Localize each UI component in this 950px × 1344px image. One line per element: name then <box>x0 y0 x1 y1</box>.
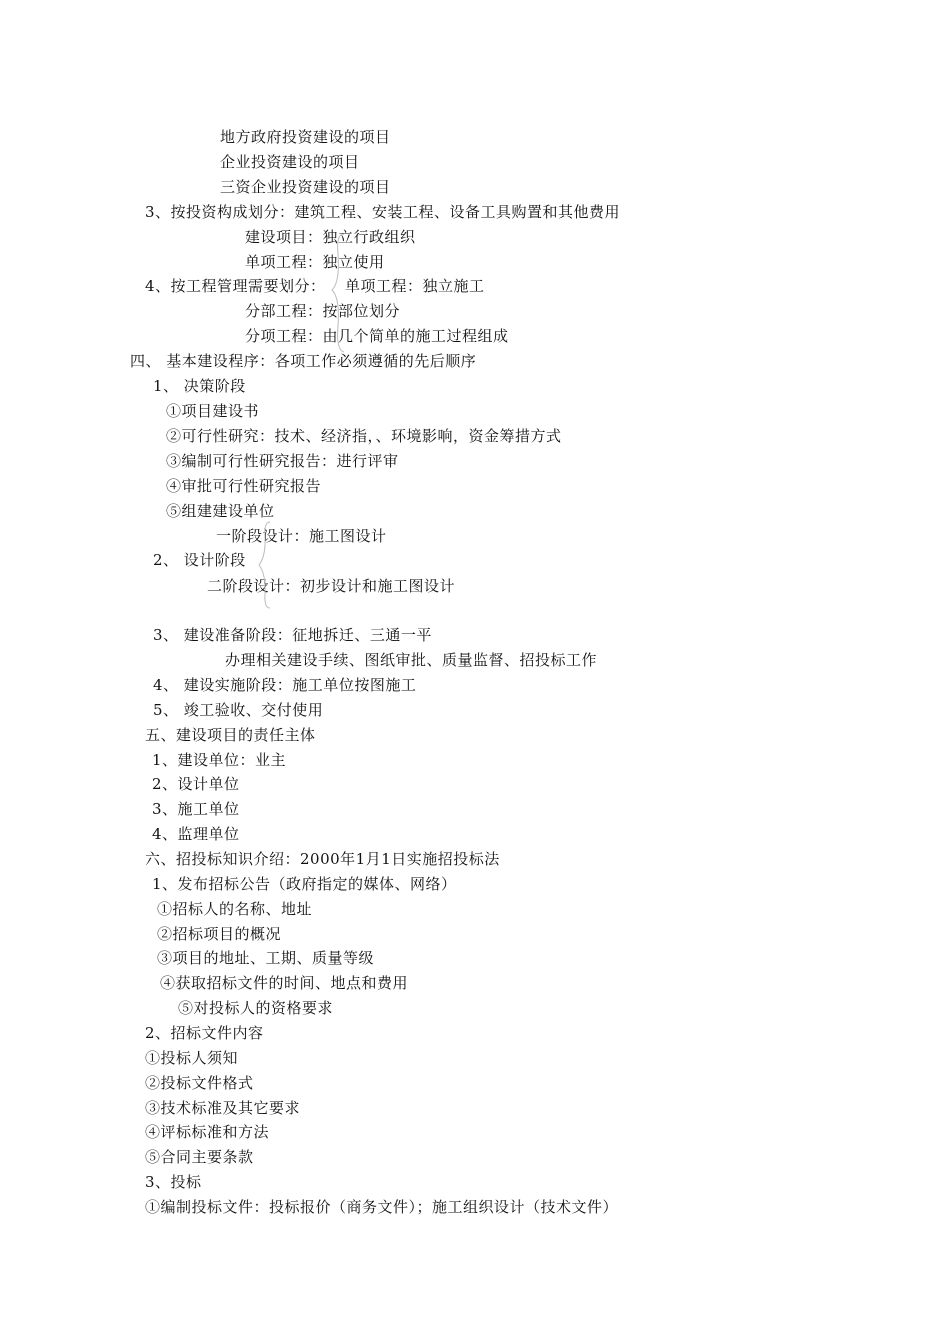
text-line: 3、按投资构成划分：建筑工程、安装工程、设备工具购置和其他费用 <box>145 203 621 221</box>
text-line: 1、发布招标公告（政府指定的媒体、网络） <box>152 875 457 893</box>
text-line: ⑤对投标人的资格要求 <box>178 999 334 1017</box>
text-line: ④审批可行性研究报告 <box>166 477 322 495</box>
text-line: 单项工程：独立使用 <box>245 253 385 271</box>
text-line: 建设项目：独立行政组织 <box>245 228 416 246</box>
text-line: ④评标标准和方法 <box>145 1123 270 1141</box>
text-line: ②投标文件格式 <box>145 1074 254 1092</box>
text-line: 单项工程：独立施工 <box>345 277 485 295</box>
text-line: 办理相关建设手续、图纸审批、质量监督、招投标工作 <box>225 651 598 669</box>
text-line: 2、 设计阶段 <box>153 551 246 569</box>
text-line: 4、 建设实施阶段：施工单位按图施工 <box>153 676 417 694</box>
text-line: 3、 建设准备阶段：征地拆迁、三通一平 <box>153 626 432 644</box>
text-line: 4、监理单位 <box>152 825 240 843</box>
text-line: ④获取招标文件的时间、地点和费用 <box>160 974 409 992</box>
text-line: 二阶段设计：初步设计和施工图设计 <box>207 577 456 595</box>
brace-icon <box>256 520 276 610</box>
text-line: 2、招标文件内容 <box>145 1024 264 1042</box>
text-line: 3、投标 <box>145 1173 202 1191</box>
text-line: ①编制投标文件：投标报价（商务文件）；施工组织设计（技术文件） <box>145 1198 619 1216</box>
text-line: 2、设计单位 <box>152 775 240 793</box>
text-line: 5、 竣工验收、交付使用 <box>153 701 324 719</box>
text-line: ⑤组建建设单位 <box>166 502 275 520</box>
brace-icon <box>328 232 352 354</box>
text-line: ①投标人须知 <box>145 1049 239 1067</box>
text-line: 分部工程：按部位划分 <box>245 302 401 320</box>
text-line: 三资企业投资建设的项目 <box>220 178 391 196</box>
text-line: 3、施工单位 <box>152 800 240 818</box>
text-line: ③技术标准及其它要求 <box>145 1099 301 1117</box>
text-line: 一阶段设计：施工图设计 <box>216 527 387 545</box>
text-line: 五、建设项目的责任主体 <box>145 726 316 744</box>
text-line: ①项目建设书 <box>166 402 260 420</box>
text-line: ③编制可行性研究报告：进行评审 <box>166 452 399 470</box>
text-line: 1、建设单位：业主 <box>152 751 287 769</box>
text-line: 地方政府投资建设的项目 <box>220 128 391 146</box>
text-line: ②招标项目的概况 <box>157 925 282 943</box>
text-line: 四、 基本建设程序：各项工作必须遵循的先后顺序 <box>130 352 477 370</box>
text-line: 4、按工程管理需要划分： <box>145 277 326 295</box>
text-line: ①招标人的名称、地址 <box>157 900 313 918</box>
text-line: 企业投资建设的项目 <box>220 153 360 171</box>
text-line: ⑤合同主要条款 <box>145 1148 254 1166</box>
text-line: ③项目的地址、工期、质量等级 <box>157 949 375 967</box>
text-line: 1、 决策阶段 <box>153 377 246 395</box>
text-line: 六、招投标知识介绍：2000年1月1日实施招投标法 <box>145 850 500 868</box>
text-line: ②可行性研究：技术、经济指，、环境影响，资金筹措方式 <box>166 427 562 445</box>
text-line: 分项工程：由几个简单的施工过程组成 <box>245 327 509 345</box>
